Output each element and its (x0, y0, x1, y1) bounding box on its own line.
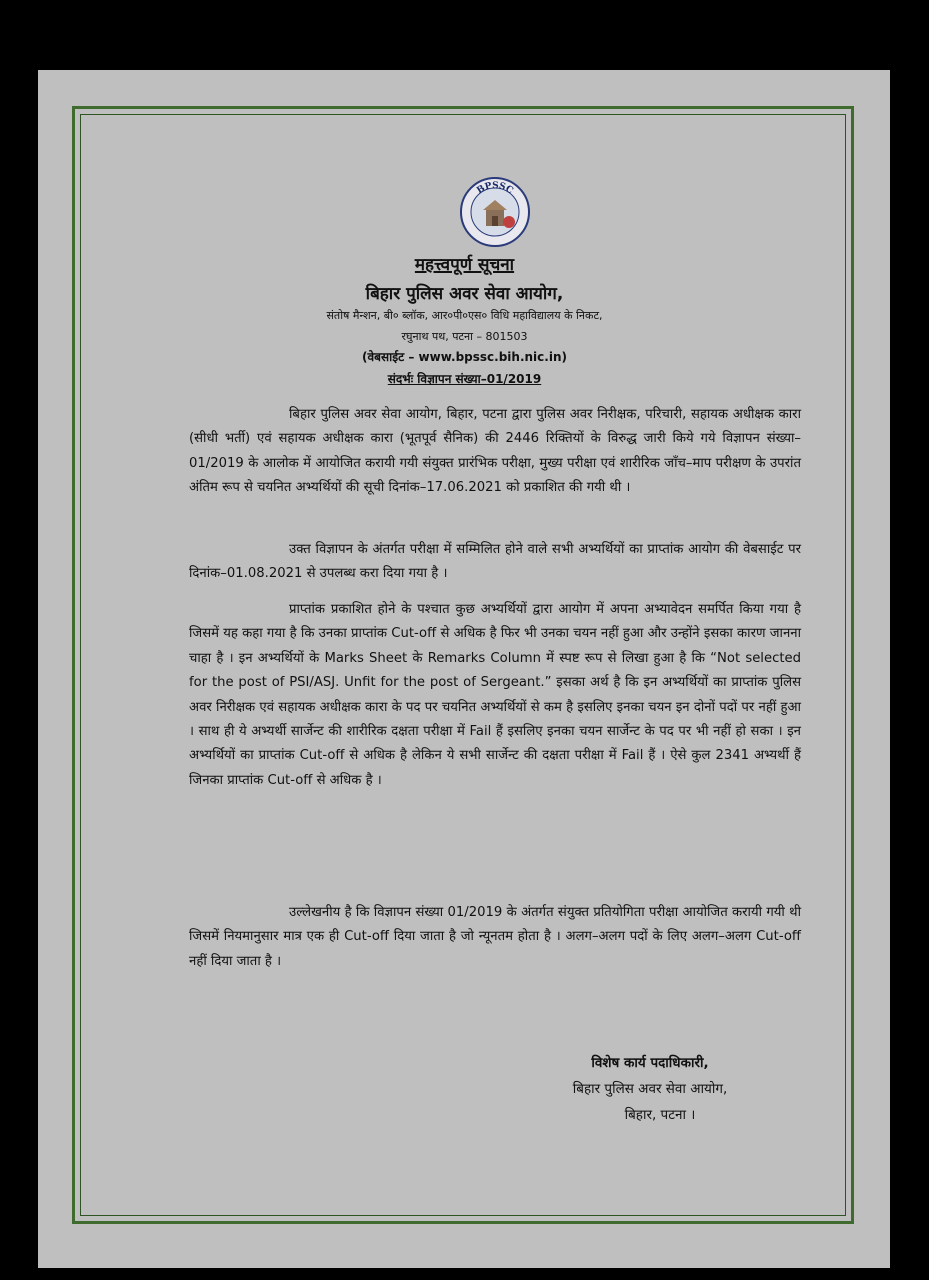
reference-line: संदर्भः विज्ञापन संख्या–01/2019 (387, 372, 542, 386)
paragraph-4: उल्लेखनीय है कि विज्ञापन संख्या 01/2019 के अंतर्गत संयुक्त प्रतियोगिता परीक्षा आयोजित करायी गयी थी जिसमें नियमानुसार मात्र एक ही Cut-off दिया जाता है जो न्यूनतम होता है । अलग–अलग पदों के लिए अलग–अलग Cut-off नहीं दिया जाता है । (189, 905, 801, 969)
paragraph-1: बिहार पुलिस अवर सेवा आयोग, बिहार, पटना द्वारा पुलिस अवर निरीक्षक, परिचारी, सहायक अधीक्षक कारा (सीधी भर्ती) एवं सहायक अधीक्षक कारा (भूतपूर्व सैनिक) की 2446 रिक्तियों के विरुद्ध जारी किये गये विज्ञापन संख्या–01/2019 के आलोक में आयोजित करायी गयी संयुक्त प्रारंभिक परीक्षा, मुख्य परीक्षा एवं शारीरिक जाँच–माप परीक्षण के उपरांत अंतिम रूप से चयनित अभ्यर्थियों की सूची दिनांक–17.06.2021 को प्रकाशित की गयी थी । (189, 407, 801, 496)
address-line-1: संतोष मैन्शन, बी० ब्लॉक, आर०पी०एस० विधि महाविद्यालय के निकट, (326, 309, 603, 322)
website-line: (वेबसाईट – www.bpssc.bih.nic.in) (362, 350, 567, 364)
notice-title: महत्त्वपूर्ण सूचना (414, 255, 515, 275)
paragraph-2: उक्त विज्ञापन के अंतर्गत परीक्षा में सम्मिलित होने वाले सभी अभ्यर्थियों का प्राप्तांक आयोग की वेबसाईट पर दिनांक–01.08.2021 से उपलब्ध करा दिया गया है । (189, 542, 801, 582)
signature-place: बिहार, पटना । (624, 1107, 696, 1123)
bpssc-logo-seal (459, 176, 531, 248)
paragraph-3: प्राप्तांक प्रकाशित होने के पश्चात कुछ अभ्यर्थियों द्वारा आयोग में अपना अभ्यावेदन समर्पित किया गया है जिसमें यह कहा गया है कि उनका प्राप्तांक Cut-off से अधिक है फिर भी उनका चयन नहीं हुआ और उन्होंने इसका कारण जानना चाहा है । इन अभ्यर्थियों के Marks Sheet के Remarks Column में स्पष्ट रूप से लिखा हुआ है कि “Not selected for the post of PSI/ASJ. Unfit for the post of Sergeant.” इसका अर्थ है कि इन अभ्यर्थियों का प्राप्तांक पुलिस अवर निरीक्षक एवं सहायक अधीक्षक कारा के पद पर चयनित अभ्यर्थियों से कम है इसलिए इनका चयन इन दोनों पदों पर नहीं हुआ । साथ ही ये अभ्यर्थी सार्जेन्ट की शारीरिक दक्षता परीक्षा में Fail हैं इसलिए इनका चयन सार्जेन्ट के पद पर भी नहीं हो सका । इन अभ्यर्थियों का प्राप्तांक Cut-off से अधिक है लेकिन ये सभी सार्जेन्ट की दक्षता परीक्षा में Fail हैं । ऐसे कुल 2341 अभ्यर्थी हैं जिनका प्राप्तांक Cut-off से अधिक है । (189, 602, 801, 788)
organisation-name: बिहार पुलिस अवर सेवा आयोग, (365, 284, 564, 304)
signature-organisation: बिहार पुलिस अवर सेवा आयोग, (572, 1081, 728, 1097)
address-line-2: रघुनाथ पथ, पटना – 801503 (401, 330, 528, 343)
signature-designation: विशेष कार्य पदाधिकारी, (591, 1055, 709, 1071)
svg-text:BPSSC: BPSSC (475, 180, 515, 197)
